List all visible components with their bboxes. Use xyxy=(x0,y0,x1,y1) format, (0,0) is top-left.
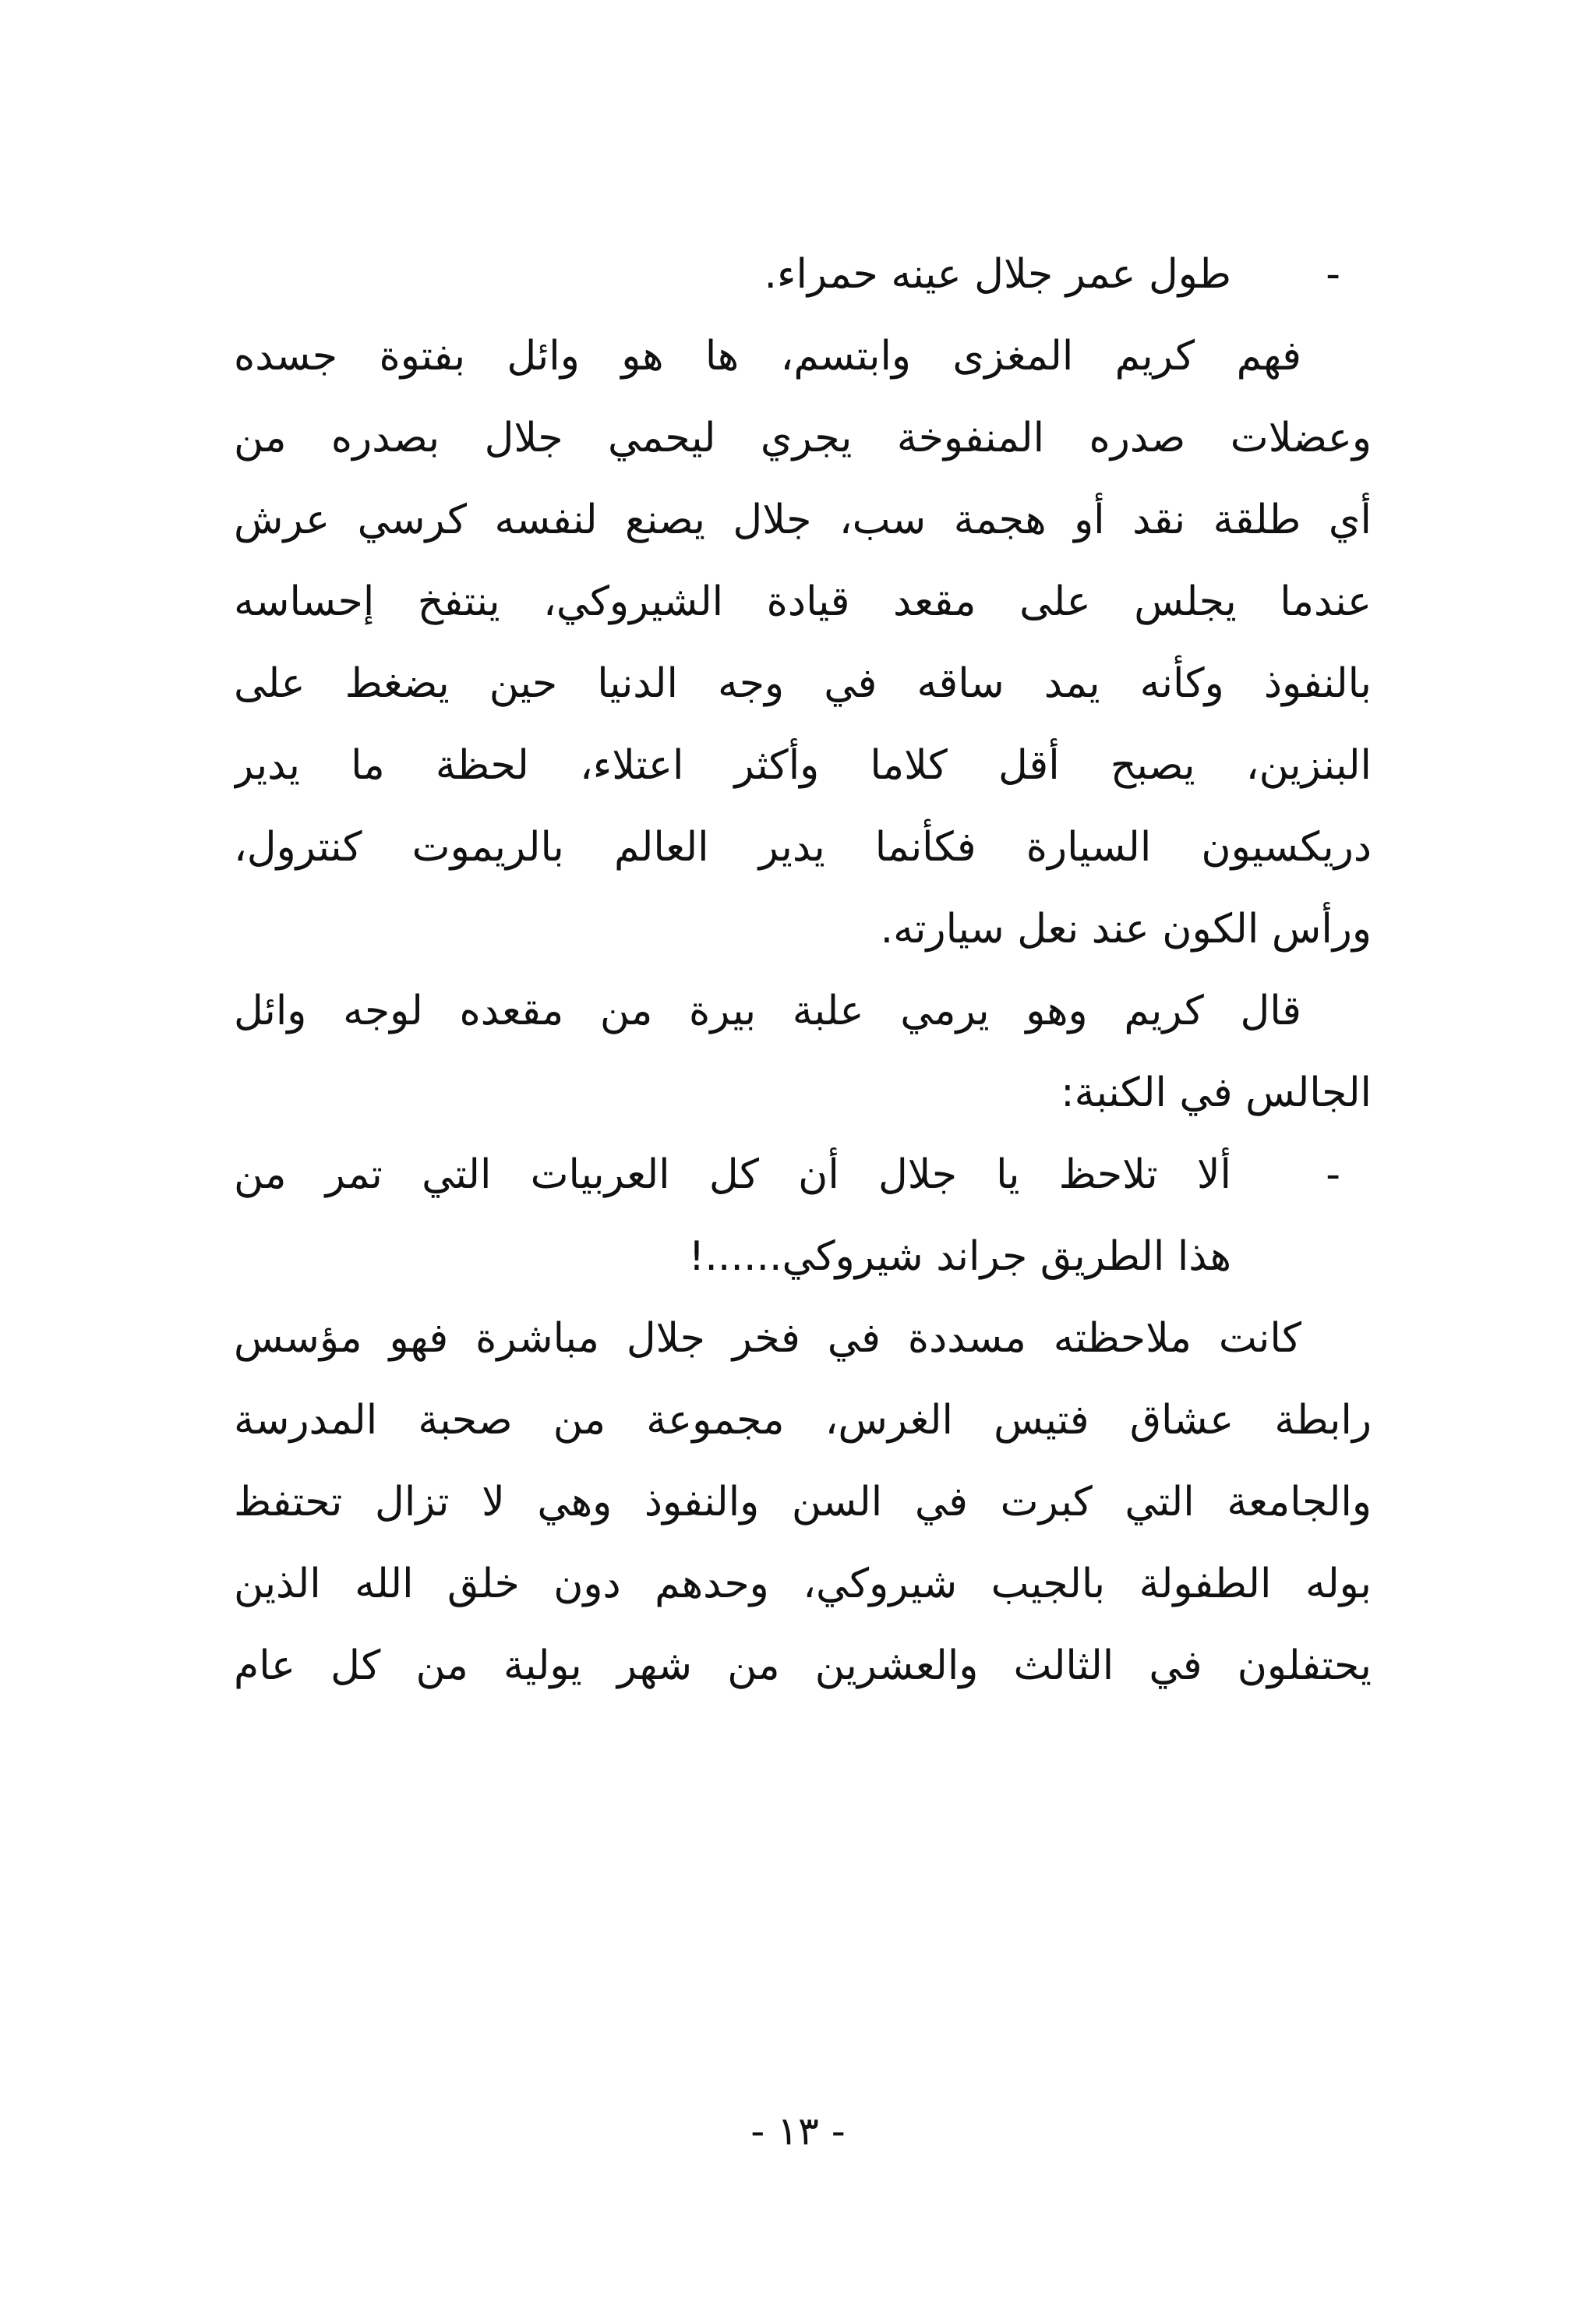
line-text: بوله الطفولة بالجيب شيروكي، وحدهم دون خلق الله الذين xyxy=(234,1561,1372,1607)
text-line xyxy=(234,1543,1372,1625)
text-line xyxy=(234,970,1372,1052)
line-text: طول عمر جلال عينه حمراء. xyxy=(764,251,1231,298)
text-line xyxy=(234,1134,1372,1216)
text-line xyxy=(234,725,1372,807)
line-text: ألا تلاحظ يا جلال أن كل العربيات التي تمر من xyxy=(234,1151,1231,1198)
line-text: ورأس الكون عند نعل سيارته. xyxy=(880,906,1372,953)
text-line xyxy=(234,1298,1372,1380)
line-text: وعضلات صدره المنفوخة يجري ليحمي جلال بصدره من xyxy=(234,415,1372,461)
text-line xyxy=(234,561,1372,643)
dialogue-dash: - xyxy=(1326,251,1340,298)
body-text xyxy=(234,234,1372,1707)
text-line xyxy=(234,1380,1372,1462)
text-line xyxy=(234,807,1372,889)
line-text: فهم كريم المغزى وابتسم، ها هو وائل بفتوة جسده xyxy=(234,333,1301,380)
text-line xyxy=(234,1625,1372,1707)
text-line xyxy=(234,316,1372,398)
line-text: رابطة عشاق فتيس الغرس، مجموعة من صحبة المدرسة xyxy=(234,1397,1372,1444)
text-line xyxy=(234,889,1372,970)
text-line xyxy=(234,1052,1372,1134)
line-text: هذا الطريق جراند شيروكي......! xyxy=(688,1233,1231,1280)
line-text: قال كريم وهو يرمي علبة بيرة من مقعده لوجه وائل xyxy=(234,988,1301,1034)
line-text: دريكسيون السيارة فكأنما يدير العالم بالريموت كنترول، xyxy=(234,824,1372,871)
line-text: كانت ملاحظته مسددة في فخر جلال مباشرة فهو مؤسس xyxy=(234,1315,1301,1362)
line-text: عندما يجلس على مقعد قيادة الشيروكي، ينتفخ إحساسه xyxy=(234,578,1372,625)
text-line xyxy=(234,234,1372,316)
text-line xyxy=(234,1216,1372,1298)
text-line xyxy=(234,398,1372,479)
dialogue-dash: - xyxy=(1326,1151,1340,1198)
page-number: - ١٣ - xyxy=(750,2109,846,2154)
text-line xyxy=(234,643,1372,725)
line-text: يحتفلون في الثالث والعشرين من شهر يولية من كل عام xyxy=(234,1642,1372,1689)
text-line xyxy=(234,1462,1372,1543)
line-text: الجالس في الكنبة: xyxy=(1061,1069,1372,1116)
line-text: البنزين، يصبح أقل كلاما وأكثر اعتلاء، لحظة ما يدير xyxy=(234,742,1372,789)
text-line xyxy=(234,479,1372,561)
line-text: بالنفوذ وكأنه يمد ساقه في وجه الدنيا حين يضغط على xyxy=(234,660,1372,707)
line-text: والجامعة التي كبرت في السن والنفوذ وهي لا تزال تحتفظ xyxy=(234,1479,1372,1525)
line-text: أي طلقة نقد أو هجمة سب، جلال يصنع لنفسه كرسي عرش xyxy=(234,497,1372,543)
